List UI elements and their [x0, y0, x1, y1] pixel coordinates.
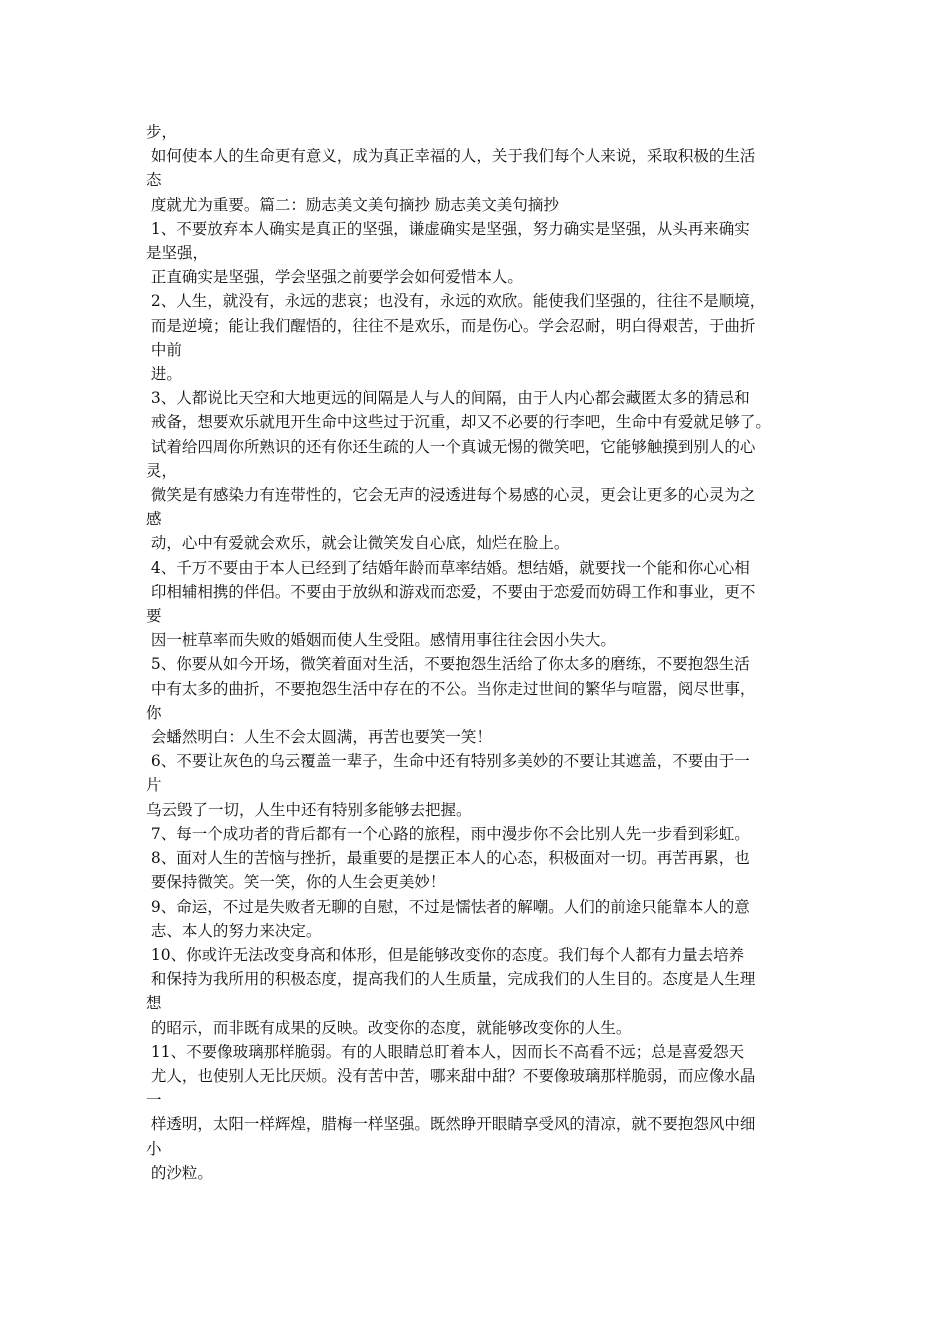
- text-line: 度就尤为重要。篇二：励志美文美句摘抄 励志美文美句摘抄: [146, 195, 559, 214]
- text-line: 的昭示，而非既有成果的反映。改变你的态度，就能够改变你的人生。: [146, 1018, 632, 1037]
- text-line: 中有太多的曲折，不要抱怨生活中存在的不公。当你走过世间的繁华与喧嚣，阅尽世事，: [146, 679, 756, 698]
- text-line: 6、不要让灰色的乌云覆盖一辈子，生命中还有特别多美妙的不要让其遮盖，不要由于一: [146, 752, 750, 771]
- document-page: [146, 120, 826, 1185]
- text-line: 是坚强，: [146, 244, 209, 263]
- text-line: 印相辅相携的伴侣。不要由于放纵和游戏而恋爱，不要由于恋爱而妨碍工作和事业，更不: [146, 582, 756, 601]
- text-line: 的沙粒。: [146, 1163, 213, 1182]
- text-line: 乌云毁了一切，人生中还有特别多能够去把握。: [146, 800, 472, 819]
- text-line: 5、你要从如今开场，微笑着面对生活，不要抱怨生活给了你太多的磨练，不要抱怨生活: [146, 655, 750, 674]
- text-line: 3、人都说比天空和大地更远的间隔是人与人的间隔，由于人内心都会藏匿太多的猜忌和: [146, 389, 750, 408]
- text-line: 1、不要放弃本人确实是真正的坚强，谦虚确实是坚强，努力确实是坚强，从头再来确实: [146, 219, 750, 238]
- text-line: 中前: [146, 340, 182, 359]
- text-line: 而是逆境；能让我们醒悟的，往往不是欢乐，而是伤心。学会忍耐，明白得艰苦，于曲折: [146, 316, 756, 335]
- text-line: 想: [146, 994, 162, 1013]
- text-line: 一: [146, 1091, 162, 1110]
- text-line: 态: [146, 171, 162, 190]
- text-line: 你: [146, 703, 162, 722]
- text-line: 如何使本人的生命更有意义，成为真正幸福的人，关于我们每个人来说，采取积极的生活: [146, 147, 756, 166]
- text-line: 9、命运，不过是失败者无聊的自慰，不过是懦怯者的解嘲。人们的前途只能靠本人的意: [146, 897, 750, 916]
- text-line: 感: [146, 510, 162, 529]
- text-line: 要保持微笑。笑一笑，你的人生会更美妙！: [146, 873, 446, 892]
- text-line: 微笑是有感染力有连带性的，它会无声的浸透进每个易感的心灵，更会让更多的心灵为之: [146, 486, 756, 505]
- text-line: 要: [146, 607, 162, 626]
- text-line: 2、人生，就没有，永远的悲哀；也没有，永远的欢欣。能使我们坚强的，往往不是顺境，: [146, 292, 766, 311]
- text-line: 灵，: [146, 461, 178, 480]
- text-line: 尤人，也使别人无比厌烦。没有苦中苦，哪来甜中甜？不要像玻璃那样脆弱，而应像水晶: [146, 1066, 756, 1085]
- text-line: 7、每一个成功者的背后都有一个心路的旅程，雨中漫步你不会比别人先一步看到彩虹。: [146, 824, 750, 843]
- text-line: 小: [146, 1139, 162, 1158]
- text-line: 会蟠然明白：人生不会太圆满，再苦也要笑一笑！: [146, 728, 492, 747]
- text-line: 动，心中有爱就会欢乐，就会让微笑发自心底，灿烂在脸上。: [146, 534, 570, 553]
- text-line: 正直确实是坚强，学会坚强之前要学会如何爱惜本人。: [146, 268, 523, 287]
- text-line: 样透明，太阳一样辉煌，腊梅一样坚强。既然睁开眼睛享受风的清凉，就不要抱怨风中细: [146, 1115, 756, 1134]
- text-line: 8、面对人生的苦恼与挫折，最重要的是摆正本人的心态，积极面对一切。再苦再累，也: [146, 849, 750, 868]
- text-line: 进。: [146, 365, 182, 384]
- text-line: 因一桩草率而失败的婚姻而使人生受阻。感情用事往往会因小失大。: [146, 631, 616, 650]
- text-line: 试着给四周你所熟识的还有你还生疏的人一个真诚无惕的微笑吧，它能够触摸到别人的心: [146, 437, 756, 456]
- text-line: 步，: [146, 123, 178, 141]
- text-line: 4、千万不要由于本人已经到了结婚年龄而草率结婚。想结婚，就要找一个能和你心心相: [146, 558, 750, 577]
- text-line: 10、你或许无法改变身高和体形，但是能够改变你的态度。我们每个人都有力量去培养: [146, 945, 745, 964]
- text-line: 戒备，想要欢乐就甩开生命中这些过于沉重，却又不必要的行李吧，生命中有爱就足够了。: [146, 413, 771, 432]
- text-line: 志、本人的努力来决定。: [146, 921, 322, 940]
- text-line: 11、不要像玻璃那样脆弱。有的人眼睛总盯着本人，因而长不高看不远；总是喜爱怨天: [146, 1042, 745, 1061]
- text-line: 和保持为我所用的积极态度，提高我们的人生质量，完成我们的人生目的。态度是人生理: [146, 970, 756, 989]
- text-line: 片: [146, 776, 162, 795]
